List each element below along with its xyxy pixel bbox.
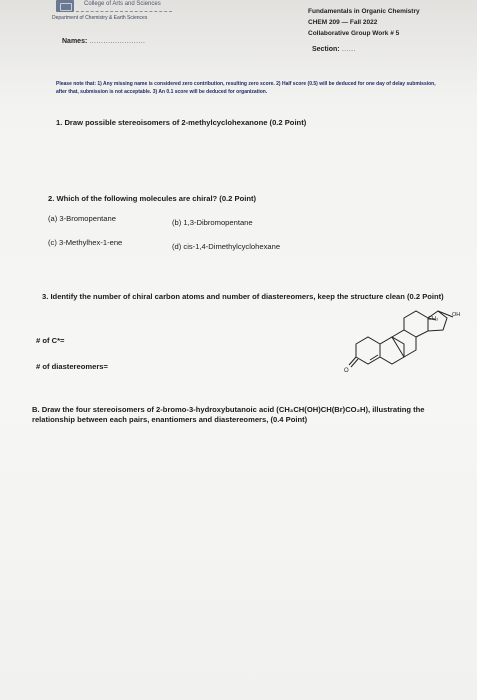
carbonyl-bond-1 bbox=[349, 357, 356, 365]
chiral-carbon-answer-label: # of C*= bbox=[36, 336, 65, 345]
option-d: (d) cis-1,4-Dimethylcyclohexane bbox=[172, 242, 281, 251]
names-dots: …………………… bbox=[89, 38, 146, 45]
option-c: (c) 3-Methylhex-1-ene bbox=[48, 238, 123, 247]
course-code: CHEM 209 — Fall 2022 bbox=[308, 19, 378, 26]
oxygen-label: O bbox=[344, 368, 349, 374]
hydroxyl-label: OH bbox=[452, 312, 461, 318]
section-dots: …… bbox=[341, 46, 356, 53]
course-title: Fundamentals in Organic Chemistry bbox=[308, 8, 420, 15]
college-name: College of Arts and Sciences bbox=[84, 1, 161, 7]
question-2: 2. Which of the following molecules are chiral? (0.2 Point) bbox=[48, 194, 257, 203]
option-a: (a) 3-Bromopentane bbox=[48, 214, 116, 223]
group-work-label: Collaborative Group Work # 5 bbox=[308, 30, 400, 37]
question-3: 3. Identify the number of chiral carbon atoms and number of diastereomers, keep the structure clean (0.2 Point) bbox=[42, 292, 444, 301]
option-b: (b) 1,3-Dibromopentane bbox=[172, 218, 253, 227]
question-1: 1. Draw possible stereoisomers of 2-methylcyclohexanone (0.2 Point) bbox=[56, 118, 307, 127]
carbonyl-bond-2 bbox=[351, 359, 358, 367]
department-name: Department of Chemistry & Earth Sciences bbox=[52, 15, 148, 21]
methyl-label: CH₃ bbox=[428, 316, 439, 322]
diastereomer-answer-label: # of diastereomers= bbox=[36, 362, 108, 371]
ring-a bbox=[356, 337, 380, 364]
oh-bond bbox=[438, 311, 453, 317]
names-label: Names: bbox=[62, 38, 88, 45]
instructions-note: Please note that: 1) Any missing name is considered zero contribution, resulting zero score. 2) Half score (0.5) will be deduced for one day of delay submission, after that, submission is not acceptable. 3) An 0.1 score will be deduced for organization. bbox=[56, 81, 436, 95]
section-label: Section: bbox=[312, 46, 340, 53]
ring-c bbox=[404, 311, 428, 337]
question-b: B. Draw the four stereoisomers of 2-bromo-3-hydroxybutanoic acid (CH₃CH(OH)CH(Br)CO₂H), illustrating the relationship between each pairs, enantiomers and diastereomers, (0.4 Point) bbox=[32, 405, 425, 424]
